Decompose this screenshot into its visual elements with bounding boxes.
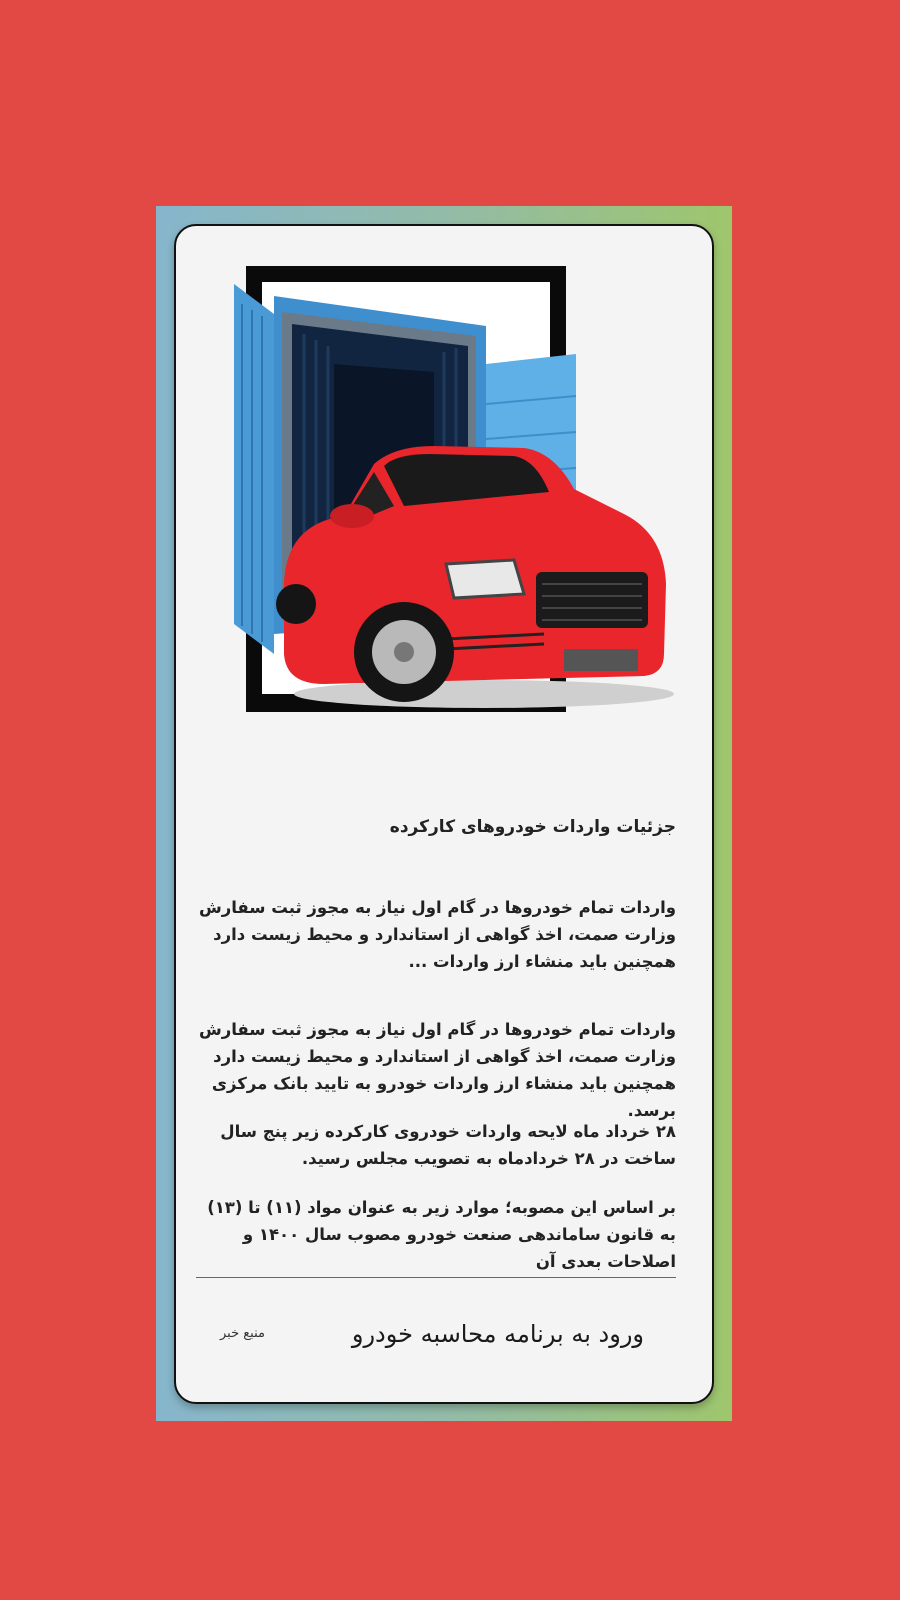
article-paragraph-1: واردات تمام خودروها در گام اول نیاز به مجوز ثبت سفارش وزارت صمت، اخذ گواهی از استاندارد و محیط زیست دارد همچنین باید منشاء ارز واردات خودرو به تایید بانک مرکزی برسد. [198,1020,676,1120]
article-paragraph-2: ۲۸ خرداد ماه لایحه واردات خودروی کارکرده زیر پنج سال ساخت در ۲۸ خردادماه به تصویب مجلس رسید. [220,1122,676,1168]
news-card [174,224,714,1404]
article-paragraph-3: بر اساس این مصوبه؛ موارد زیر به عنوان مواد (۱۱) تا (۱۳) به قانون ساماندهی صنعت خودرو مصوب سال ۱۴۰۰ و اصلاحات بعدی آن [196,1194,676,1278]
gradient-frame [156,206,732,1421]
open-calculator-button[interactable]: ورود به برنامه محاسبه خودرو [351,1320,644,1348]
news-source-link[interactable]: منبع خبر [220,1326,265,1341]
article-summary: واردات تمام خودروها در گام اول نیاز به مجوز ثبت سفارش وزارت صمت، اخذ گواهی از استاندارد و محیط زیست دارد همچنین باید منشاء ارز واردات ... [198,898,676,971]
car-container-illustration [224,254,684,734]
article-title: جزئیات واردات خودروهای کارکرده [389,817,676,837]
